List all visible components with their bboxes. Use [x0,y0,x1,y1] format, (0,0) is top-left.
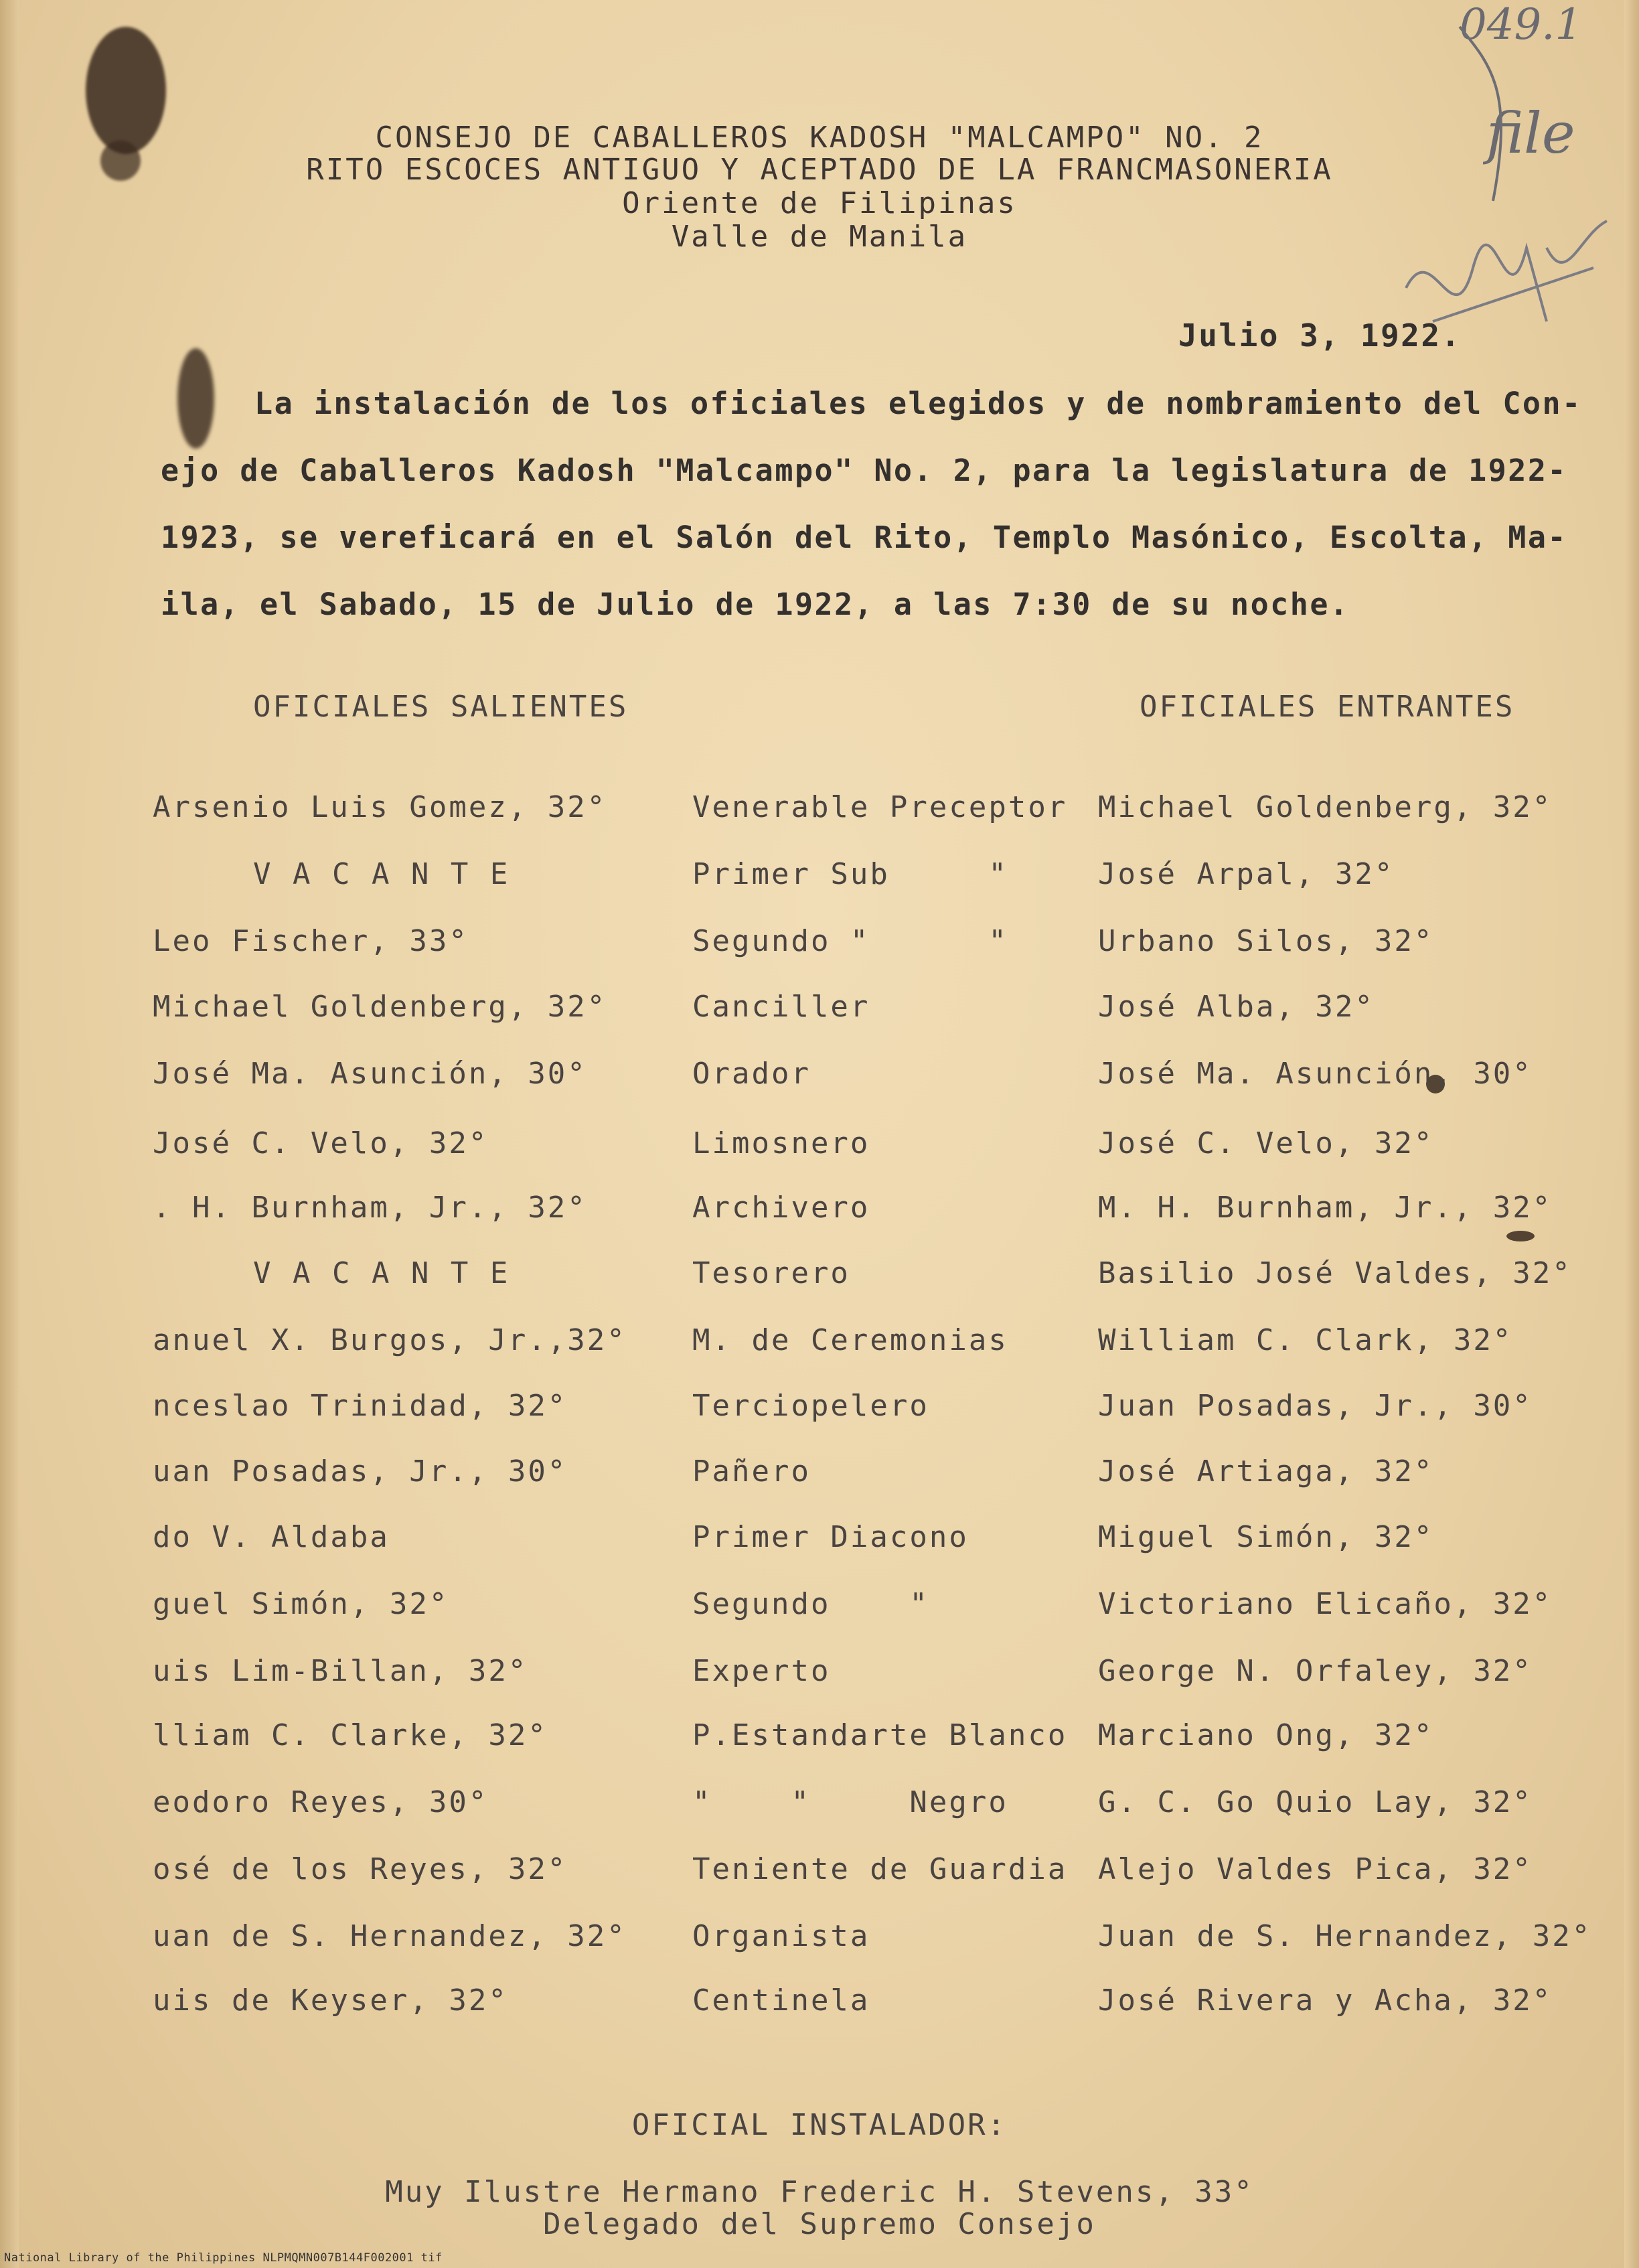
incoming-officer: José Artiaga, 32° [1098,1454,1434,1489]
body-line: ila, el Sabado, 15 de Julio de 1922, a las 7:30 de su noche. [161,587,1350,622]
paper-right-edge [1624,0,1639,2268]
incoming-officer: George N. Orfaley, 32° [1098,1654,1533,1688]
outgoing-officer: Michael Goldenberg, 32° [153,990,607,1024]
installer-role: Delegado del Supremo Consejo [543,2207,1096,2241]
outgoing-officer: uis de Keyser, 32° [153,1983,508,2018]
incoming-officer: Alejo Valdes Pica, 32° [1098,1852,1533,1886]
office-title: Experto [692,1654,831,1688]
office-title: Segundo " " [692,924,1008,958]
outgoing-officer: José C. Velo, 32° [153,1126,489,1160]
outgoing-officer: guel Simón, 32° [153,1587,449,1621]
incoming-officer: Juan de S. Hernandez, 32° [1098,1919,1592,1953]
ink-stain [177,348,214,449]
letter-date: Julio 3, 1922. [1178,317,1462,354]
body-line: La instalación de los oficiales elegidos y de nombramiento del Con- [254,386,1582,421]
office-title: Venerable Preceptor [692,790,1068,824]
paper-left-edge [0,0,19,2268]
office-title: Terciopelero [692,1389,929,1423]
incoming-officer: Victoriano Elicaño, 32° [1098,1587,1553,1621]
incoming-officer: José Arpal, 32° [1098,857,1395,891]
incoming-officer: Urbano Silos, 32° [1098,924,1434,958]
incoming-officer: Michael Goldenberg, 32° [1098,790,1553,824]
rite-title: RITO ESCOCES ANTIGUO Y ACEPTADO DE LA FRANCMASONERIA [306,153,1333,187]
outgoing-officer: Arsenio Luis Gomez, 32° [153,790,607,824]
office-title: Canciller [692,990,870,1024]
outgoing-officer: anuel X. Burgos, Jr.,32° [153,1323,627,1357]
corner-number-annotation: 049.1 [1460,0,1583,50]
office-title: M. de Ceremonias [692,1323,1008,1357]
incoming-officer: Juan Posadas, Jr., 30° [1098,1389,1533,1423]
council-title: CONSEJO DE CABALLEROS KADOSH "MALCAMPO" NO. 2 [375,121,1264,155]
office-title: " " Negro [692,1785,1008,1819]
file-annotation: file [1486,100,1575,166]
incoming-officer: Miguel Simón, 32° [1098,1520,1434,1554]
incoming-officer: M. H. Burnham, Jr., 32° [1098,1191,1553,1225]
incoming-officer: José Ma. Asunción, 30° [1098,1057,1533,1091]
office-title: Organista [692,1919,870,1953]
office-title: Tesorero [692,1256,850,1290]
body-line: 1923, se vereficará en el Salón del Rito, Templo Masónico, Escolta, Ma- [161,520,1568,555]
outgoing-officer: José Ma. Asunción, 30° [153,1057,587,1091]
installer-title: OFICIAL INSTALADOR: [631,2108,1008,2142]
office-title: Segundo " [692,1587,929,1621]
incoming-officer: José Alba, 32° [1098,990,1375,1024]
archive-footer: National Library of the Philippines NLPMQMN007B144F002001 tif [4,2251,443,2265]
outgoing-officer: uan Posadas, Jr., 30° [153,1454,568,1489]
office-title: Centinela [692,1983,870,2018]
office-title: Pañero [692,1454,811,1489]
body-line: ejo de Caballeros Kadosh "Malcampo" No. 2, para la legislatura de 1922- [161,453,1568,488]
outgoing-officer: do V. Aldaba [153,1520,390,1554]
outgoing-officer: eodoro Reyes, 30° [153,1785,489,1819]
office-title: Limosnero [692,1126,870,1160]
incoming-officers-header: OFICIALES ENTRANTES [1140,690,1515,724]
incoming-officer: Marciano Ong, 32° [1098,1718,1434,1752]
outgoing-officer: Leo Fischer, 33° [153,924,469,958]
incoming-officer: José Rivera y Acha, 32° [1098,1983,1553,2018]
outgoing-officer: V A C A N T E [253,857,510,891]
orient-subtitle: Oriente de Filipinas [622,186,1017,220]
outgoing-officer: nceslao Trinidad, 32° [153,1389,568,1423]
office-title: P.Estandarte Blanco [692,1718,1068,1752]
office-title: Orador [692,1057,811,1091]
office-title: Archivero [692,1191,870,1225]
office-title: Primer Sub " [692,857,1008,891]
incoming-officer: Basilio José Valdes, 32° [1098,1256,1572,1290]
outgoing-officer: osé de los Reyes, 32° [153,1852,568,1886]
incoming-officer: G. C. Go Quio Lay, 32° [1098,1785,1533,1819]
outgoing-officer: lliam C. Clarke, 32° [153,1718,548,1752]
incoming-officer: William C. Clark, 32° [1098,1323,1513,1357]
incoming-officer: José C. Velo, 32° [1098,1126,1434,1160]
outgoing-officer: uis Lim-Billan, 32° [153,1654,528,1688]
outgoing-officer: uan de S. Hernandez, 32° [153,1919,627,1953]
installer-name: Muy Ilustre Hermano Frederic H. Stevens, 33° [385,2175,1254,2209]
outgoing-officer: . H. Burnham, Jr., 32° [153,1191,587,1225]
outgoing-officers-header: OFICIALES SALIENTES [253,690,629,724]
ink-stain [1506,1231,1535,1241]
office-title: Teniente de Guardia [692,1852,1068,1886]
outgoing-officer: V A C A N T E [253,1256,510,1290]
valley-subtitle: Valle de Manila [671,220,968,254]
office-title: Primer Diacono [692,1520,969,1554]
